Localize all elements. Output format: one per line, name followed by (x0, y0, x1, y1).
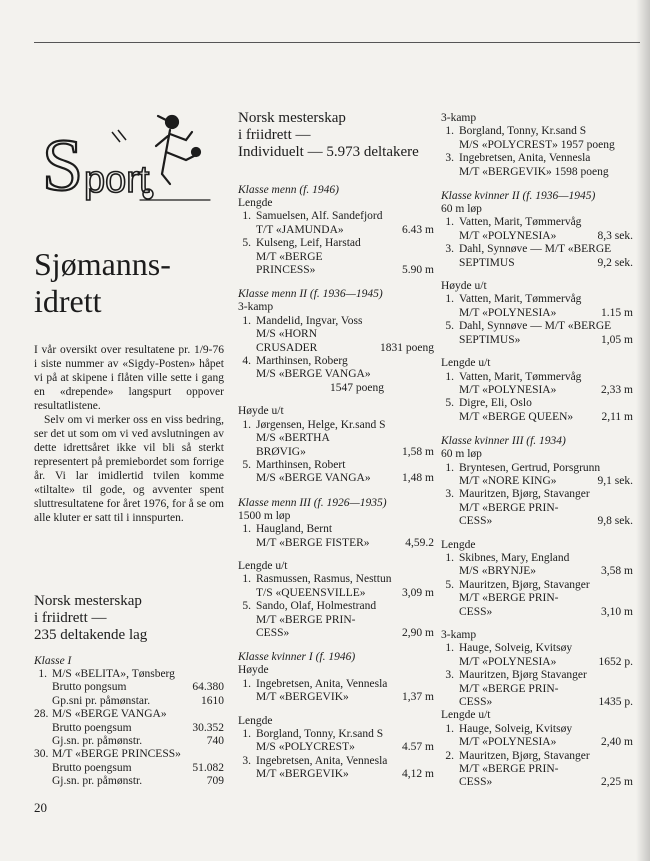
result-row: M/T «POLYNESIA» 2,40 m (459, 736, 633, 749)
list-item: 5. Mauritzen, Bjørg, Stavanger (445, 578, 590, 591)
list-item: 1. Borgland, Tonny, Kr.sand S (242, 728, 384, 740)
result-row: M/T «BERGEVIK» 1,37 m (256, 691, 434, 704)
score-row: Gp.sni pr. påmønstar. 1610 (52, 694, 224, 707)
page-title: Sjømanns- idrett (34, 246, 171, 319)
event-label: Høyde u/t (238, 405, 284, 418)
result-row: M/T «POLYNESIA» 2,33 m (459, 383, 633, 396)
list-item: 2. Mauritzen, Bjørg, Stavanger (445, 749, 590, 762)
result-row: T/T «JAMUNDA» 6.43 m (256, 223, 434, 236)
list-item: 5. Dahl, Synnøve — M/T «BERGE (445, 320, 612, 333)
class-label: Klasse kvinner III (f. 1934) (441, 435, 566, 448)
result-row: M/S «POLYCREST» 1957 poeng (459, 138, 615, 151)
result-row: M/T «BERGE PRIN- (459, 763, 559, 776)
top-rule (34, 42, 640, 43)
list-item: 1. Rasmussen, Rasmus, Nesttun (242, 573, 392, 586)
intro-text (34, 343, 224, 525)
result-row: M/S «POLYCREST» 4.57 m (256, 741, 434, 754)
individual-results (238, 110, 434, 782)
event-label: 1500 m løp (238, 509, 291, 522)
intro-paragraph: Selv om vi merker oss en viss bedring, ser det ut som om vi ved avslutningen av dette idrettsåret ikke vil bli så sterkt representert på premiebordet som forrige år. Vi lar imidlertid tvilen komme «tiltalte» til gode, og avventer spent sluttresultatene for året 1976, for å se om alle kluter er satt til i innspurten. (34, 414, 224, 524)
result-row: M/T «BERGEVIK» 4,12 m (256, 768, 434, 781)
list-item: 28. M/S «BERGE VANGA» (34, 708, 167, 721)
list-item: 1. Vatten, Marit, Tømmervåg (445, 370, 582, 383)
score-row: Brutto poengsum 51.082 (52, 761, 224, 774)
event-label: 3-kamp (441, 112, 477, 124)
list-item: 3. Mauritzen, Bjørg, Stavanger (445, 488, 590, 501)
result-row: M/T «BERGE QUEEN» 2,11 m (459, 410, 633, 423)
individual-results-continued (441, 112, 633, 790)
list-item: 1. Hauge, Solveig, Kvitsøy (445, 722, 573, 735)
event-label: Lengde (441, 538, 476, 551)
result-row: PRINCESS» 5.90 m (256, 264, 434, 277)
list-item: 3. Dahl, Synnøve — M/T «BERGE (445, 243, 612, 256)
sport-logo (40, 112, 220, 212)
event-label: Lengde u/t (441, 357, 491, 370)
result-row: M/T «BERGE FISTER» 4,59.2 (256, 536, 434, 549)
score-row: Brutto poengsum 30.352 (52, 721, 224, 734)
result-row: SEPTIMUS 9,2 sek. (459, 256, 633, 269)
event-label: 60 m løp (441, 203, 482, 216)
list-item: 1. Skibnes, Mary, England (445, 551, 570, 564)
event-label: Lengde u/t (238, 559, 288, 572)
result-row: M/T «POLYNESIA» 1652 p. (459, 655, 633, 668)
list-item: 1. Vatten, Marit, Tømmervåg (445, 216, 582, 229)
list-item: 5. Digre, Eli, Oslo (445, 397, 532, 410)
class-label: Klasse menn III (f. 1926—1935) (238, 496, 387, 509)
list-item: 1. Haugland, Bernt (242, 523, 333, 536)
result-row: M/T «BERGE PRIN- (459, 592, 559, 605)
intro-paragraph: I vår oversikt over resultatene pr. 1/9-76 i siste nummer av «Sigdy-Posten» håpet vi på at skipene i flåten ville sette i gang en «drepende» langspurt oppover resultatlistene. (34, 344, 224, 412)
result-row: 1547 poeng (330, 381, 384, 394)
list-item: 4. Marthinsen, Roberg (242, 355, 348, 368)
page-number: 20 (34, 800, 47, 815)
list-item: 1. Bryntesen, Gertrud, Porsgrunn (445, 461, 601, 474)
result-row: M/S «BRYNJE» 3,58 m (459, 565, 633, 578)
event-label: Lengde (238, 714, 273, 727)
result-row: M/S «BERGE VANGA» (256, 368, 371, 381)
list-item: 1. Ingebretsen, Anita, Vennesla (242, 677, 388, 690)
result-row: SEPTIMUS» 1,05 m (459, 333, 633, 346)
result-row: CESS» 3,10 m (459, 605, 633, 618)
score-row: Brutto pongsum 64.380 (52, 681, 224, 694)
list-item: 1. Samuelsen, Alf. Sandefjord (242, 210, 383, 223)
result-row: T/S «QUEENSVILLE» 3,09 m (256, 586, 434, 599)
page-edge-shadow (636, 0, 650, 861)
list-item: 5. Sando, Olaf, Holmestrand (242, 600, 377, 613)
list-item: 1. M/S «BELITA», Tønsberg (38, 668, 175, 680)
list-item: 3. Ingebretsen, Anita, Vennesla (445, 152, 591, 165)
section-heading: Norsk mesterskap i friidrett — Individuelt — 5.973 deltakere (238, 110, 419, 160)
list-item: 1. Mandelid, Ingvar, Voss (242, 314, 363, 327)
list-item: 30. M/T «BERGE PRINCESS» (34, 748, 181, 761)
runner-figure-icon (140, 116, 210, 200)
result-row: CESS» 2,90 m (256, 626, 434, 639)
list-item: 1. Borgland, Tonny, Kr.sand S (445, 125, 587, 138)
result-row: M/T «NORE KING» 9,1 sek. (459, 474, 633, 487)
result-row: BRØVIG» 1,58 m (256, 445, 434, 458)
class-label: Klasse kvinner I (f. 1946) (238, 651, 356, 664)
class-label: Klasse menn II (f. 1936—1945) (238, 288, 383, 301)
result-row: M/T «BERGE PRIN- (459, 682, 559, 695)
result-row: CESS» 1435 p. (459, 696, 633, 709)
result-row: M/T «BERGE (256, 250, 323, 263)
result-row: M/T «POLYNESIA» 8,3 sek. (459, 229, 633, 242)
class-label: Klasse menn (f. 1946) (238, 184, 339, 196)
list-item: 1. Jørgensen, Helge, Kr.sand S (242, 418, 386, 431)
event-label: 60 m løp (441, 448, 482, 461)
section-heading: Norsk mesterskap i friidrett — 235 deltakende lag (34, 593, 148, 643)
event-label: 3-kamp (238, 301, 274, 314)
event-label: Lengde (238, 197, 273, 209)
list-item: 3. Ingebretsen, Anita, Vennesla (242, 754, 388, 767)
score-row: Gj.sn. pr. påmønstr. 740 (52, 735, 224, 748)
score-row: Gj.sn. pr. påmønstr. 709 (52, 775, 224, 788)
result-row: M/T «BERGE PRIN- (256, 613, 356, 626)
result-row: CESS» 2,25 m (459, 776, 633, 789)
result-row: M/S «BERGE VANGA» 1,48 m (256, 472, 434, 485)
logo-letter-s: S (42, 125, 84, 207)
list-item: 1. Vatten, Marit, Tømmervåg (445, 293, 582, 306)
event-label: 3-kamp (441, 629, 477, 641)
list-item: 3. Mauritzen, Bjørg Stavanger (445, 669, 587, 682)
result-row: M/S «BERTHA (256, 432, 330, 445)
class-label: Klasse kvinner II (f. 1936—1945) (441, 190, 596, 203)
list-item: 1. Hauge, Solveig, Kvitsøy (445, 642, 573, 655)
event-label: Lengde u/t (441, 709, 491, 722)
team-results (34, 593, 224, 789)
logo-letters: port (84, 159, 150, 201)
result-row: CESS» 9,8 sek. (459, 515, 633, 528)
class-label: Klasse I (34, 655, 72, 667)
result-row: M/T «BERGEVIK» 1598 poeng (459, 165, 609, 178)
result-row: CRUSADER 1831 poeng (256, 341, 434, 354)
event-label: Høyde (238, 664, 269, 677)
result-row: M/T «BERGE PRIN- (459, 501, 559, 514)
event-label: Høyde u/t (441, 280, 487, 293)
result-row: M/S «HORN (256, 328, 318, 341)
result-row: M/T «POLYNESIA» 1.15 m (459, 306, 633, 319)
list-item: 5. Kulseng, Leif, Harstad (242, 237, 361, 250)
list-item: 5. Marthinsen, Robert (242, 458, 346, 471)
